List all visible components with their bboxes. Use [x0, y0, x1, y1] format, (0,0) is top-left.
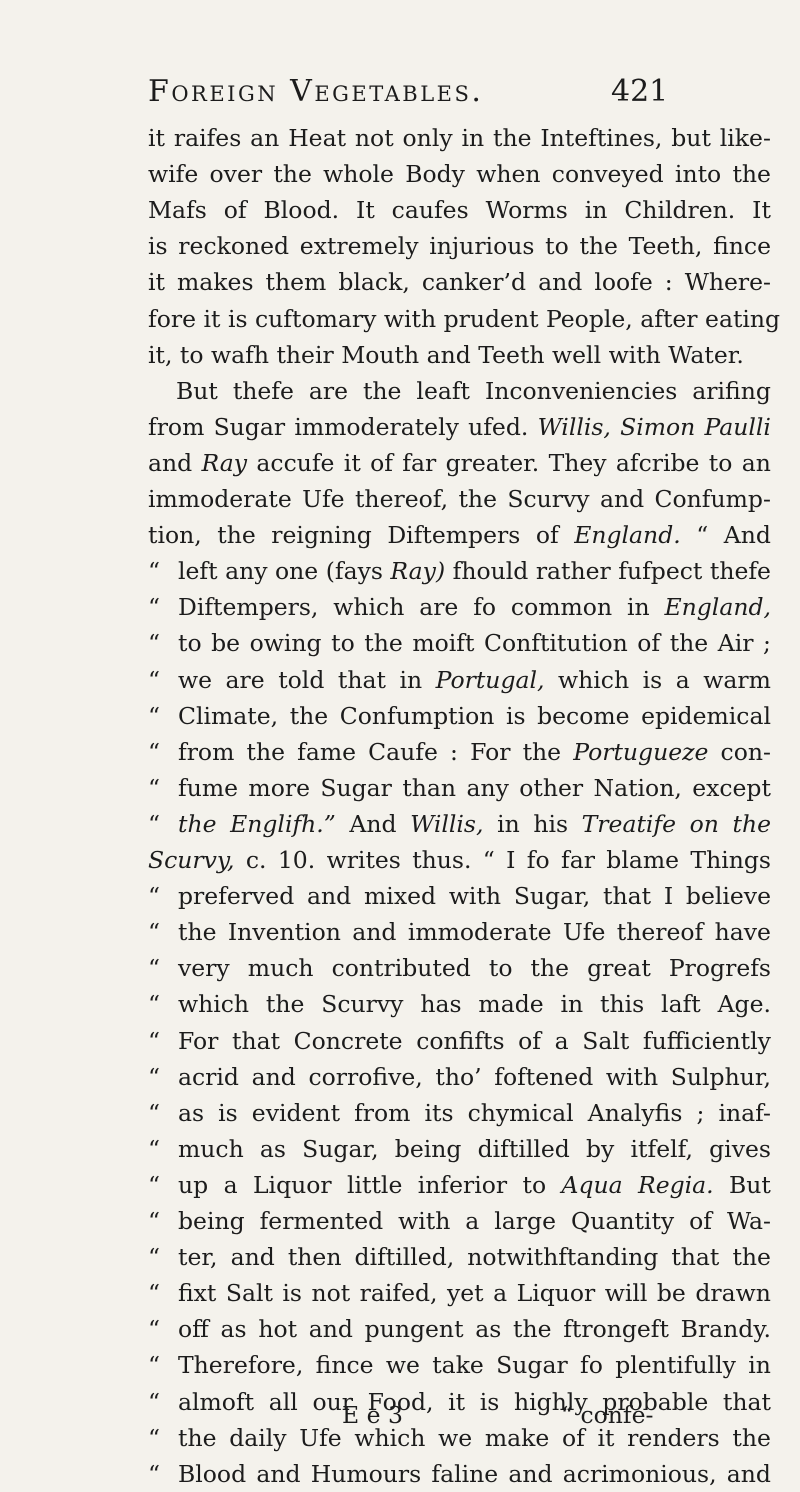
- line-text: But thefe are the leaft Inconveniencies arifing: [176, 376, 771, 405]
- line-text: ter, and then diftilled, notwithftanding that the: [178, 1243, 771, 1272]
- line-text: and Ray accufe it of far greater. They afcribe to an: [148, 448, 771, 477]
- text-line: [148, 120, 771, 156]
- line-text: immoderate Ufe thereof, the Scurvy and Confump-: [148, 485, 771, 513]
- text-line: [148, 553, 771, 589]
- italic-word: Regia.: [638, 1170, 714, 1199]
- text-line: [148, 842, 771, 878]
- text-line: [148, 301, 781, 337]
- line-text: up a Liquor little inferior to Aqua Regia. But: [178, 1170, 771, 1199]
- quote-mark: “: [148, 773, 161, 802]
- text-line: [148, 1059, 771, 1095]
- running-title: Foreign Vegetables.: [148, 74, 484, 109]
- line-text: it makes them black, canker’d and loofe : Where-: [148, 268, 771, 297]
- line-text: off as hot and pungent as the ftrongeft Brandy.: [178, 1315, 771, 1344]
- line-text: which the Scurvy has made in this laft Age.: [178, 990, 771, 1019]
- italic-word: England,: [664, 593, 771, 622]
- line-text: Blood and Humours faline and acrimonious, and: [178, 1459, 771, 1488]
- text-line: [148, 914, 771, 950]
- italic-word: Portugueze: [573, 737, 709, 766]
- italic-word: Willis,: [410, 809, 484, 838]
- text-line: [148, 1347, 771, 1383]
- line-text: Scurvy, c. 10. writes thus. “ I fo far blame Things: [148, 846, 771, 874]
- line-text: Diftempers, which are fo common in England,: [178, 593, 771, 622]
- line-text: Climate, the Confumption is become epidemical: [178, 701, 771, 730]
- quote-mark: “: [148, 1170, 161, 1199]
- text-line: [148, 1311, 771, 1347]
- quote-mark: “: [148, 918, 161, 947]
- text-line: [148, 409, 771, 445]
- text-line: [148, 625, 771, 661]
- line-text: as is evident from its chymical Analyfis ; inaf-: [178, 1098, 771, 1127]
- quote-mark: “: [148, 1315, 161, 1344]
- text-line: [148, 986, 771, 1022]
- line-text: the daily Ufe which we make of it renders the: [178, 1423, 771, 1452]
- text-line: [148, 156, 771, 192]
- quote-mark: “: [148, 1026, 161, 1055]
- italic-word: Ray): [390, 557, 446, 586]
- text-line: [148, 878, 771, 914]
- line-text: to be owing to the moift Conftitution of the Air ;: [178, 629, 771, 658]
- italic-word: Paulli: [704, 412, 771, 441]
- line-text: wife over the whole Body when conveyed into the: [148, 160, 771, 189]
- italic-word: England.: [574, 521, 681, 550]
- text-line: [148, 1023, 771, 1059]
- quote-mark: “: [148, 1243, 161, 1272]
- quote-mark: “: [148, 990, 161, 1019]
- text-line: [148, 517, 771, 553]
- text-line: [148, 734, 771, 770]
- quote-mark: “: [148, 1207, 161, 1235]
- line-text: almoft all our Food, it is highly probable that: [178, 1387, 771, 1416]
- quote-mark: “: [148, 557, 161, 586]
- text-line: [148, 1095, 771, 1131]
- italic-word: Portugal,: [435, 665, 545, 694]
- quote-mark: “: [148, 882, 161, 911]
- italic-word: Englifh.”: [230, 809, 336, 838]
- line-text: fixt Salt is not raifed, yet a Liquor will be drawn: [178, 1279, 771, 1308]
- text-line: [148, 192, 771, 228]
- quote-mark: “: [148, 954, 161, 983]
- text-line: [148, 1239, 771, 1275]
- text-line: [148, 1203, 771, 1239]
- signature-mark: E e 3: [342, 1401, 403, 1429]
- quote-mark: “: [148, 629, 161, 658]
- text-line: [148, 1131, 771, 1167]
- quote-mark: “: [148, 809, 161, 838]
- quote-mark: “: [148, 1098, 161, 1127]
- text-line: [148, 589, 771, 625]
- text-line: [148, 1167, 771, 1203]
- line-text: we are told that in Portugal, which is a warm: [178, 665, 771, 694]
- text-line: [148, 228, 771, 264]
- text-line: [148, 770, 771, 806]
- italic-word: Ray: [201, 448, 248, 477]
- quote-mark: “: [148, 1134, 161, 1163]
- text-line: [148, 1275, 771, 1311]
- quote-mark: “: [148, 1062, 161, 1091]
- line-text: fore it is cuftomary with prudent People, after eating: [148, 304, 781, 333]
- quote-mark: “: [148, 1351, 161, 1380]
- line-text: For that Concrete confifts of a Salt fufficiently: [178, 1026, 771, 1055]
- italic-word: the: [732, 809, 771, 838]
- page-number: 421: [611, 74, 669, 109]
- line-text: the Englifh.” And Willis, in his Treatife on the: [178, 809, 771, 838]
- catchword: “ confe-: [561, 1401, 654, 1429]
- quote-mark: “: [148, 1423, 161, 1452]
- line-text: acrid and corrofive, tho’ foftened with Sulphur,: [178, 1062, 771, 1091]
- text-line: [148, 698, 771, 734]
- text-line: [148, 806, 771, 842]
- quote-mark: “: [148, 701, 161, 730]
- italic-word: Simon: [620, 412, 696, 441]
- page-footer: [0, 1397, 800, 1433]
- line-text: is reckoned extremely injurious to the Teeth, fince: [148, 232, 771, 261]
- quote-mark: “: [148, 737, 161, 766]
- line-text: it raifes an Heat not only in the Inteftines, but like-: [148, 124, 771, 152]
- quote-mark: “: [148, 1387, 161, 1416]
- italic-word: Treatife: [581, 809, 677, 838]
- quote-mark: “: [148, 593, 161, 622]
- italic-word: the: [178, 809, 217, 838]
- page-header: [0, 74, 800, 118]
- line-text: left any one (fays Ray) fhould rather fufpect thefe: [178, 557, 771, 586]
- line-text: tion, the reigning Diftempers of England. “ And: [148, 521, 771, 550]
- line-text: very much contributed to the great Progrefs: [178, 954, 771, 983]
- line-text: from the fame Caufe : For the Portugueze con-: [178, 737, 771, 766]
- text-line: [148, 481, 771, 517]
- italic-word: on: [689, 809, 719, 838]
- text-line: [176, 373, 771, 409]
- line-text: preferved and mixed with Sugar, that I believe: [178, 882, 771, 911]
- italic-word: Scurvy,: [148, 846, 235, 874]
- quote-mark: “: [148, 665, 161, 694]
- quote-mark: “: [148, 1279, 161, 1308]
- italic-word: Aqua: [561, 1170, 623, 1199]
- text-line: [148, 337, 771, 373]
- line-text: it, to wafh their Mouth and Teeth well with Water.: [148, 340, 744, 369]
- line-text: the Invention and immoderate Ufe thereof have: [178, 918, 771, 947]
- italic-word: Willis,: [537, 412, 611, 441]
- text-line: [148, 950, 771, 986]
- line-text: being fermented with a large Quantity of Wa-: [178, 1207, 771, 1235]
- line-text: Therefore, fince we take Sugar fo plentifully in: [178, 1351, 771, 1380]
- line-text: fume more Sugar than any other Nation, except: [178, 773, 771, 802]
- line-text: Mafs of Blood. It caufes Worms in Children. It: [148, 196, 771, 225]
- text-line: [148, 662, 771, 698]
- line-text: from Sugar immoderately ufed. Willis, Simon Paulli: [148, 412, 771, 441]
- quote-mark: “: [148, 1459, 161, 1488]
- line-text: much as Sugar, being diftilled by itfelf, gives: [178, 1134, 771, 1163]
- text-line: [148, 445, 771, 481]
- text-line: [148, 1456, 771, 1492]
- text-line: [148, 264, 771, 300]
